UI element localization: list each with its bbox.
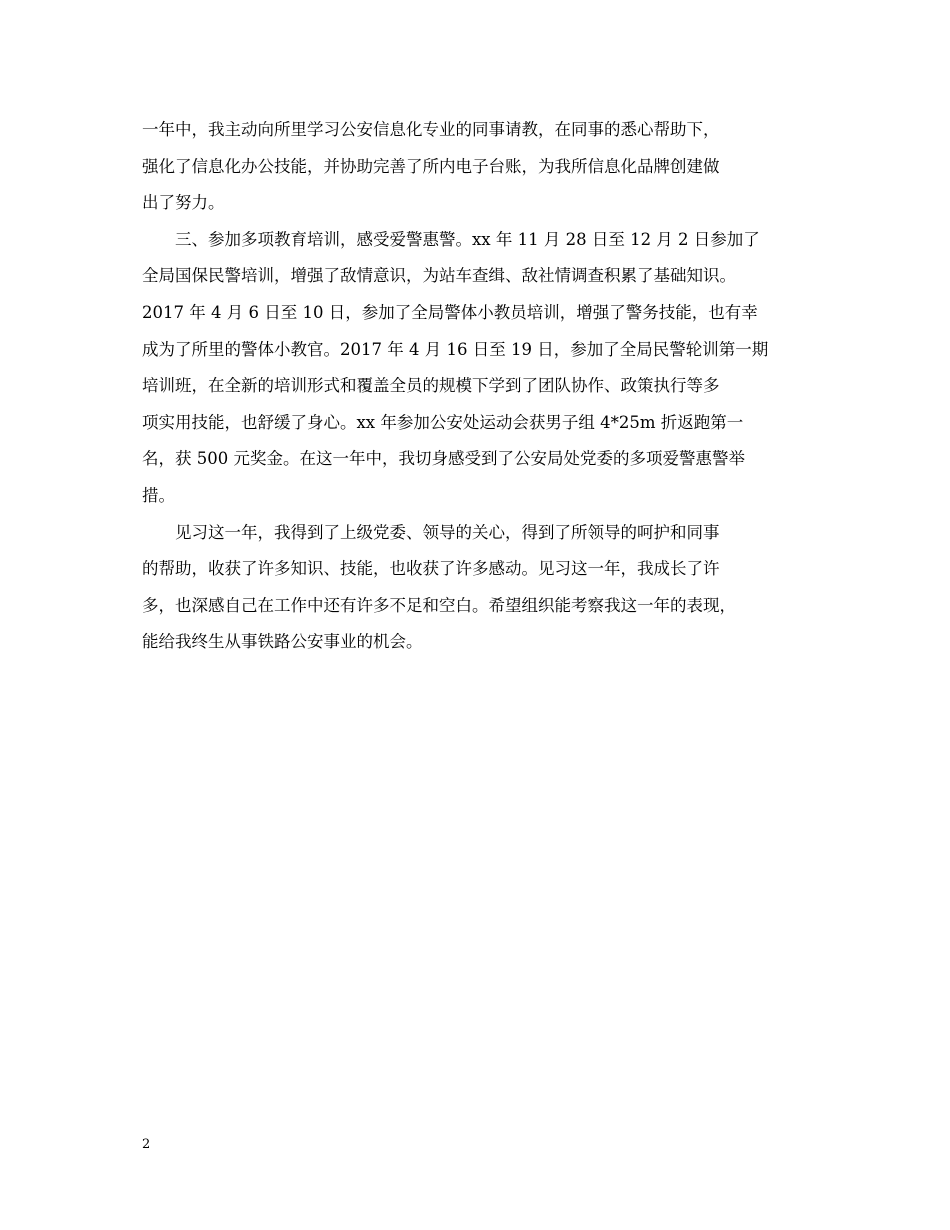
- text-line: 一年中，我主动向所里学习公安信息化专业的同事请教，在同事的悉心帮助下，: [142, 120, 720, 139]
- text-line: 三、参加多项教育培训，感受爱警惠警。xx 年 11 月 28 日至 12 月 2 日参加了: [142, 229, 760, 249]
- text-line: 2017 年 4 月 6 日至 10 日，参加了全局警体小教员培训，增强了警务技能，也有幸: [142, 302, 758, 322]
- text-line: 培训班，在全新的培训形式和覆盖全员的规模下学到了团队协作、政策执行等多: [142, 376, 720, 396]
- text-line: 项实用技能，也舒缓了身心。xx 年参加公安处运动会获男子组 4*25m 折返跑第一: [142, 412, 744, 432]
- text-line: 名，获 500 元奖金。在这一年中，我切身感受到了公安局处党委的多项爱警惠警举: [142, 449, 745, 469]
- text-line: 措。: [142, 485, 175, 505]
- text-line: 见习这一年，我得到了上级党委、领导的关心，得到了所领导的呵护和同事: [142, 522, 720, 542]
- text-line: 的帮助，收获了许多知识、技能，也收获了许多感动。见习这一年，我成长了许: [142, 559, 720, 579]
- page-number: 2: [142, 1137, 151, 1152]
- text-line: 能给我终生从事铁路公安事业的机会。: [142, 632, 423, 652]
- text-line: 全局国保民警培训，增强了敌情意识，为站车查缉、敌社情调查积累了基础知识。: [142, 266, 736, 286]
- text-line: 成为了所里的警体小教官。2017 年 4 月 16 日至 19 日，参加了全局民警轮训第一期: [142, 339, 769, 359]
- body-text: [142, 112, 808, 661]
- text-line: 出了努力。: [142, 193, 225, 213]
- text-line: 多，也深感自己在工作中还有许多不足和空白。希望组织能考察我这一年的表现，: [142, 595, 736, 615]
- text-line: 强化了信息化办公技能，并协助完善了所内电子台账，为我所信息化品牌创建做: [142, 156, 720, 176]
